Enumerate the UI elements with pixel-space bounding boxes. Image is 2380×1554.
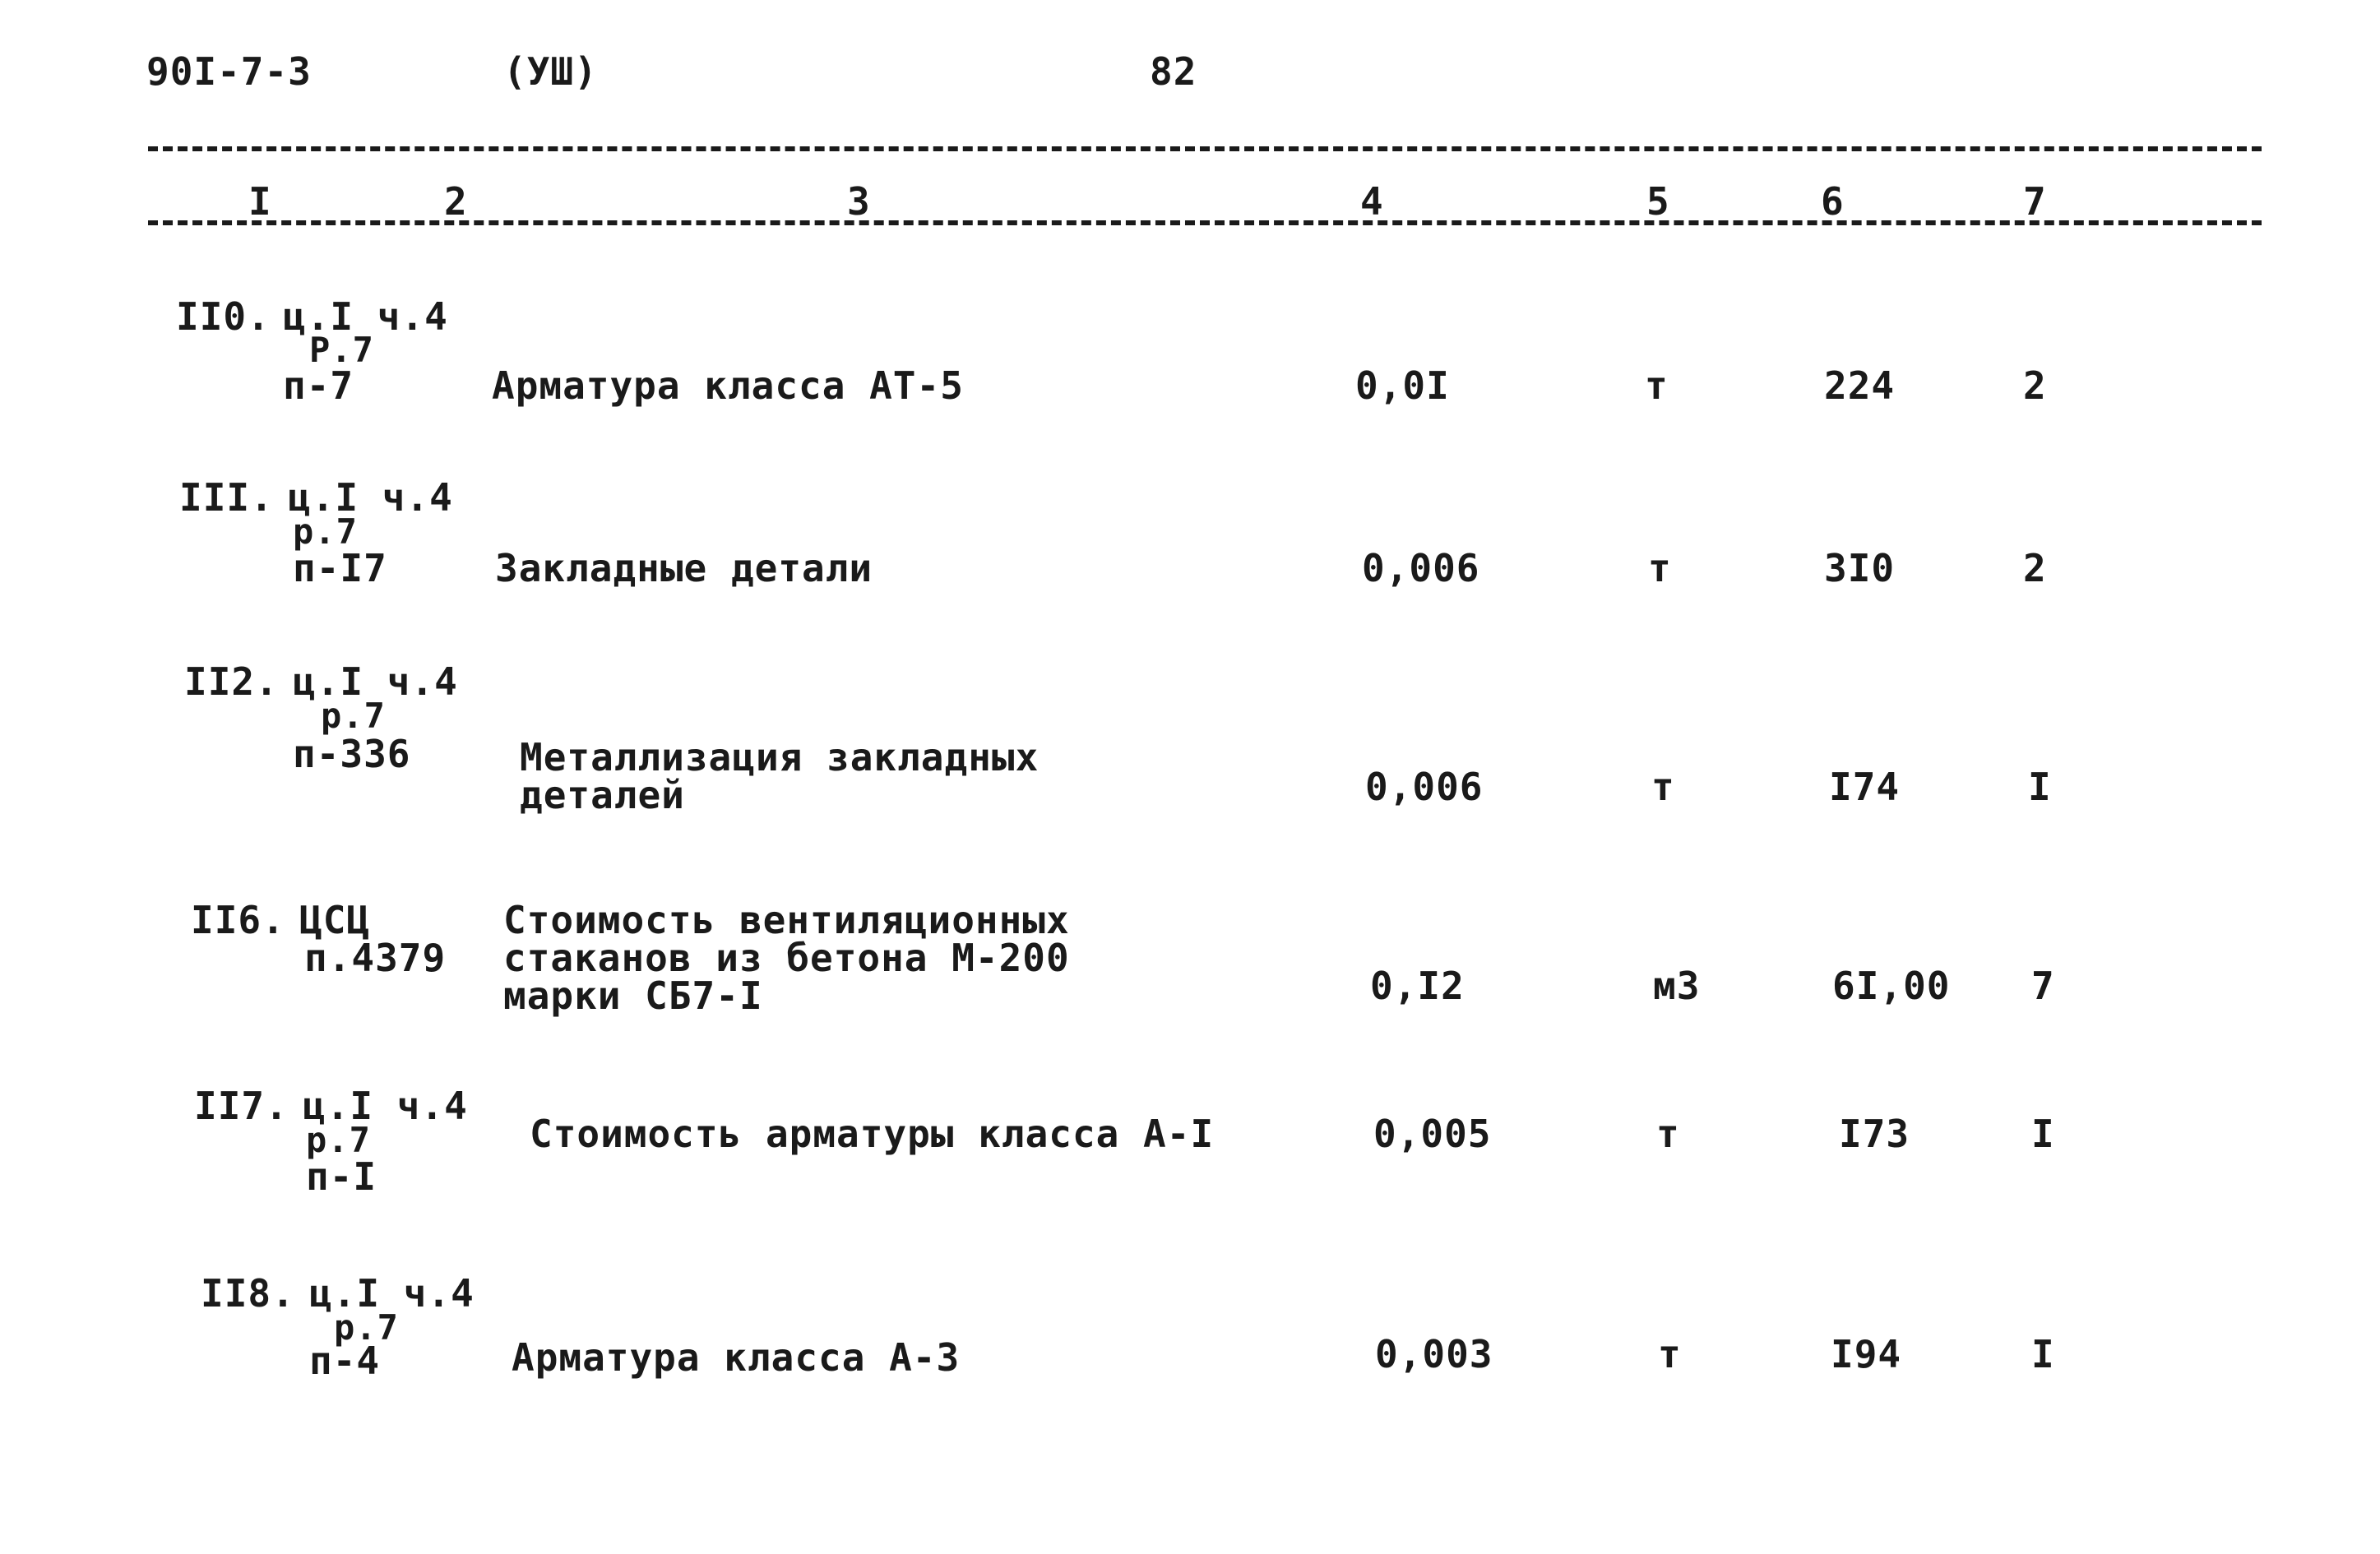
reference-line: п.4379 — [304, 936, 447, 980]
reference-line: ц.I ч.4 — [303, 1084, 468, 1128]
reference-line: р.7 — [293, 511, 358, 552]
quantity: 0,0I — [1355, 363, 1450, 408]
row-number: II2. — [184, 659, 279, 704]
reference-line: ц.I ч.4 — [309, 1271, 475, 1316]
column-number-5: 5 — [1641, 183, 1674, 220]
reference-line: р.7 — [321, 696, 386, 736]
reference-line: п-I — [306, 1154, 377, 1199]
column-number-1: I — [243, 183, 276, 220]
quantity: 0,I2 — [1370, 964, 1465, 1008]
reference-line: п-336 — [293, 732, 411, 776]
unit: т — [1648, 546, 1672, 590]
row-number: II0. — [176, 294, 271, 339]
unit-price: I74 — [1829, 765, 1901, 809]
unit-price: 6I,00 — [1832, 964, 1951, 1008]
column-number-2: 2 — [439, 183, 472, 220]
row-number: III. — [179, 475, 274, 520]
unit: т — [1656, 1112, 1680, 1156]
unit-price: 224 — [1824, 363, 1896, 408]
column-number-7: 7 — [2018, 183, 2051, 220]
column-number-4: 4 — [1355, 183, 1388, 220]
total-cost: I — [2031, 1332, 2055, 1376]
unit: м3 — [1653, 964, 1701, 1008]
reference-line: ц.I ч.4 — [293, 659, 458, 704]
description-line: Арматура класса АТ-5 — [492, 363, 964, 408]
description-line: стаканов из бетона М-200 — [503, 936, 1070, 980]
reference-line: п-I7 — [293, 546, 387, 590]
total-cost: I — [2031, 1112, 2055, 1156]
unit: т — [1658, 1332, 1682, 1376]
unit-price: I73 — [1839, 1112, 1910, 1156]
quantity: 0,006 — [1362, 546, 1480, 590]
description-line: деталей — [520, 773, 685, 817]
reference-line: р.7 — [306, 1120, 371, 1160]
total-cost: I — [2028, 765, 2052, 809]
top-rule — [148, 146, 2262, 151]
row-number: II6. — [191, 898, 285, 942]
row-number: II7. — [194, 1084, 289, 1128]
description-line: Арматура класса А-3 — [512, 1335, 961, 1380]
total-cost: 2 — [2023, 546, 2047, 590]
reference-line: п-7 — [283, 363, 354, 408]
column-number-3: 3 — [842, 183, 875, 220]
reference-line: р.7 — [334, 1307, 399, 1348]
description-line: Металлизация закладных — [520, 735, 1040, 779]
total-cost: 7 — [2031, 964, 2055, 1008]
unit-price: I94 — [1831, 1332, 1902, 1376]
reference-line: ц.I ч.4 — [288, 475, 453, 520]
unit: т — [1651, 765, 1675, 809]
reference-line: ц.I ч.4 — [283, 294, 448, 339]
section-number: (УШ) — [503, 49, 598, 94]
reference-line: п-4 — [309, 1339, 381, 1383]
unit: т — [1645, 363, 1669, 408]
description-line: Стоимость арматуры класса А-I — [530, 1112, 1215, 1156]
description-line: Стоимость вентиляционных — [503, 898, 1070, 942]
unit-price: 3I0 — [1824, 546, 1896, 590]
description-line: Закладные детали — [495, 546, 873, 590]
description-line: марки СБ7-I — [503, 974, 763, 1018]
quantity: 0,005 — [1373, 1112, 1492, 1156]
page-number: 82 — [1150, 49, 1197, 94]
total-cost: 2 — [2023, 363, 2047, 408]
reference-line: Р.7 — [309, 330, 374, 370]
quantity: 0,006 — [1365, 765, 1484, 809]
quantity: 0,003 — [1375, 1332, 1493, 1376]
column-number-6: 6 — [1816, 183, 1849, 220]
reference-line: ЦСЦ — [299, 898, 371, 942]
document-code: 90I-7-3 — [146, 49, 312, 94]
row-number: II8. — [201, 1271, 295, 1316]
